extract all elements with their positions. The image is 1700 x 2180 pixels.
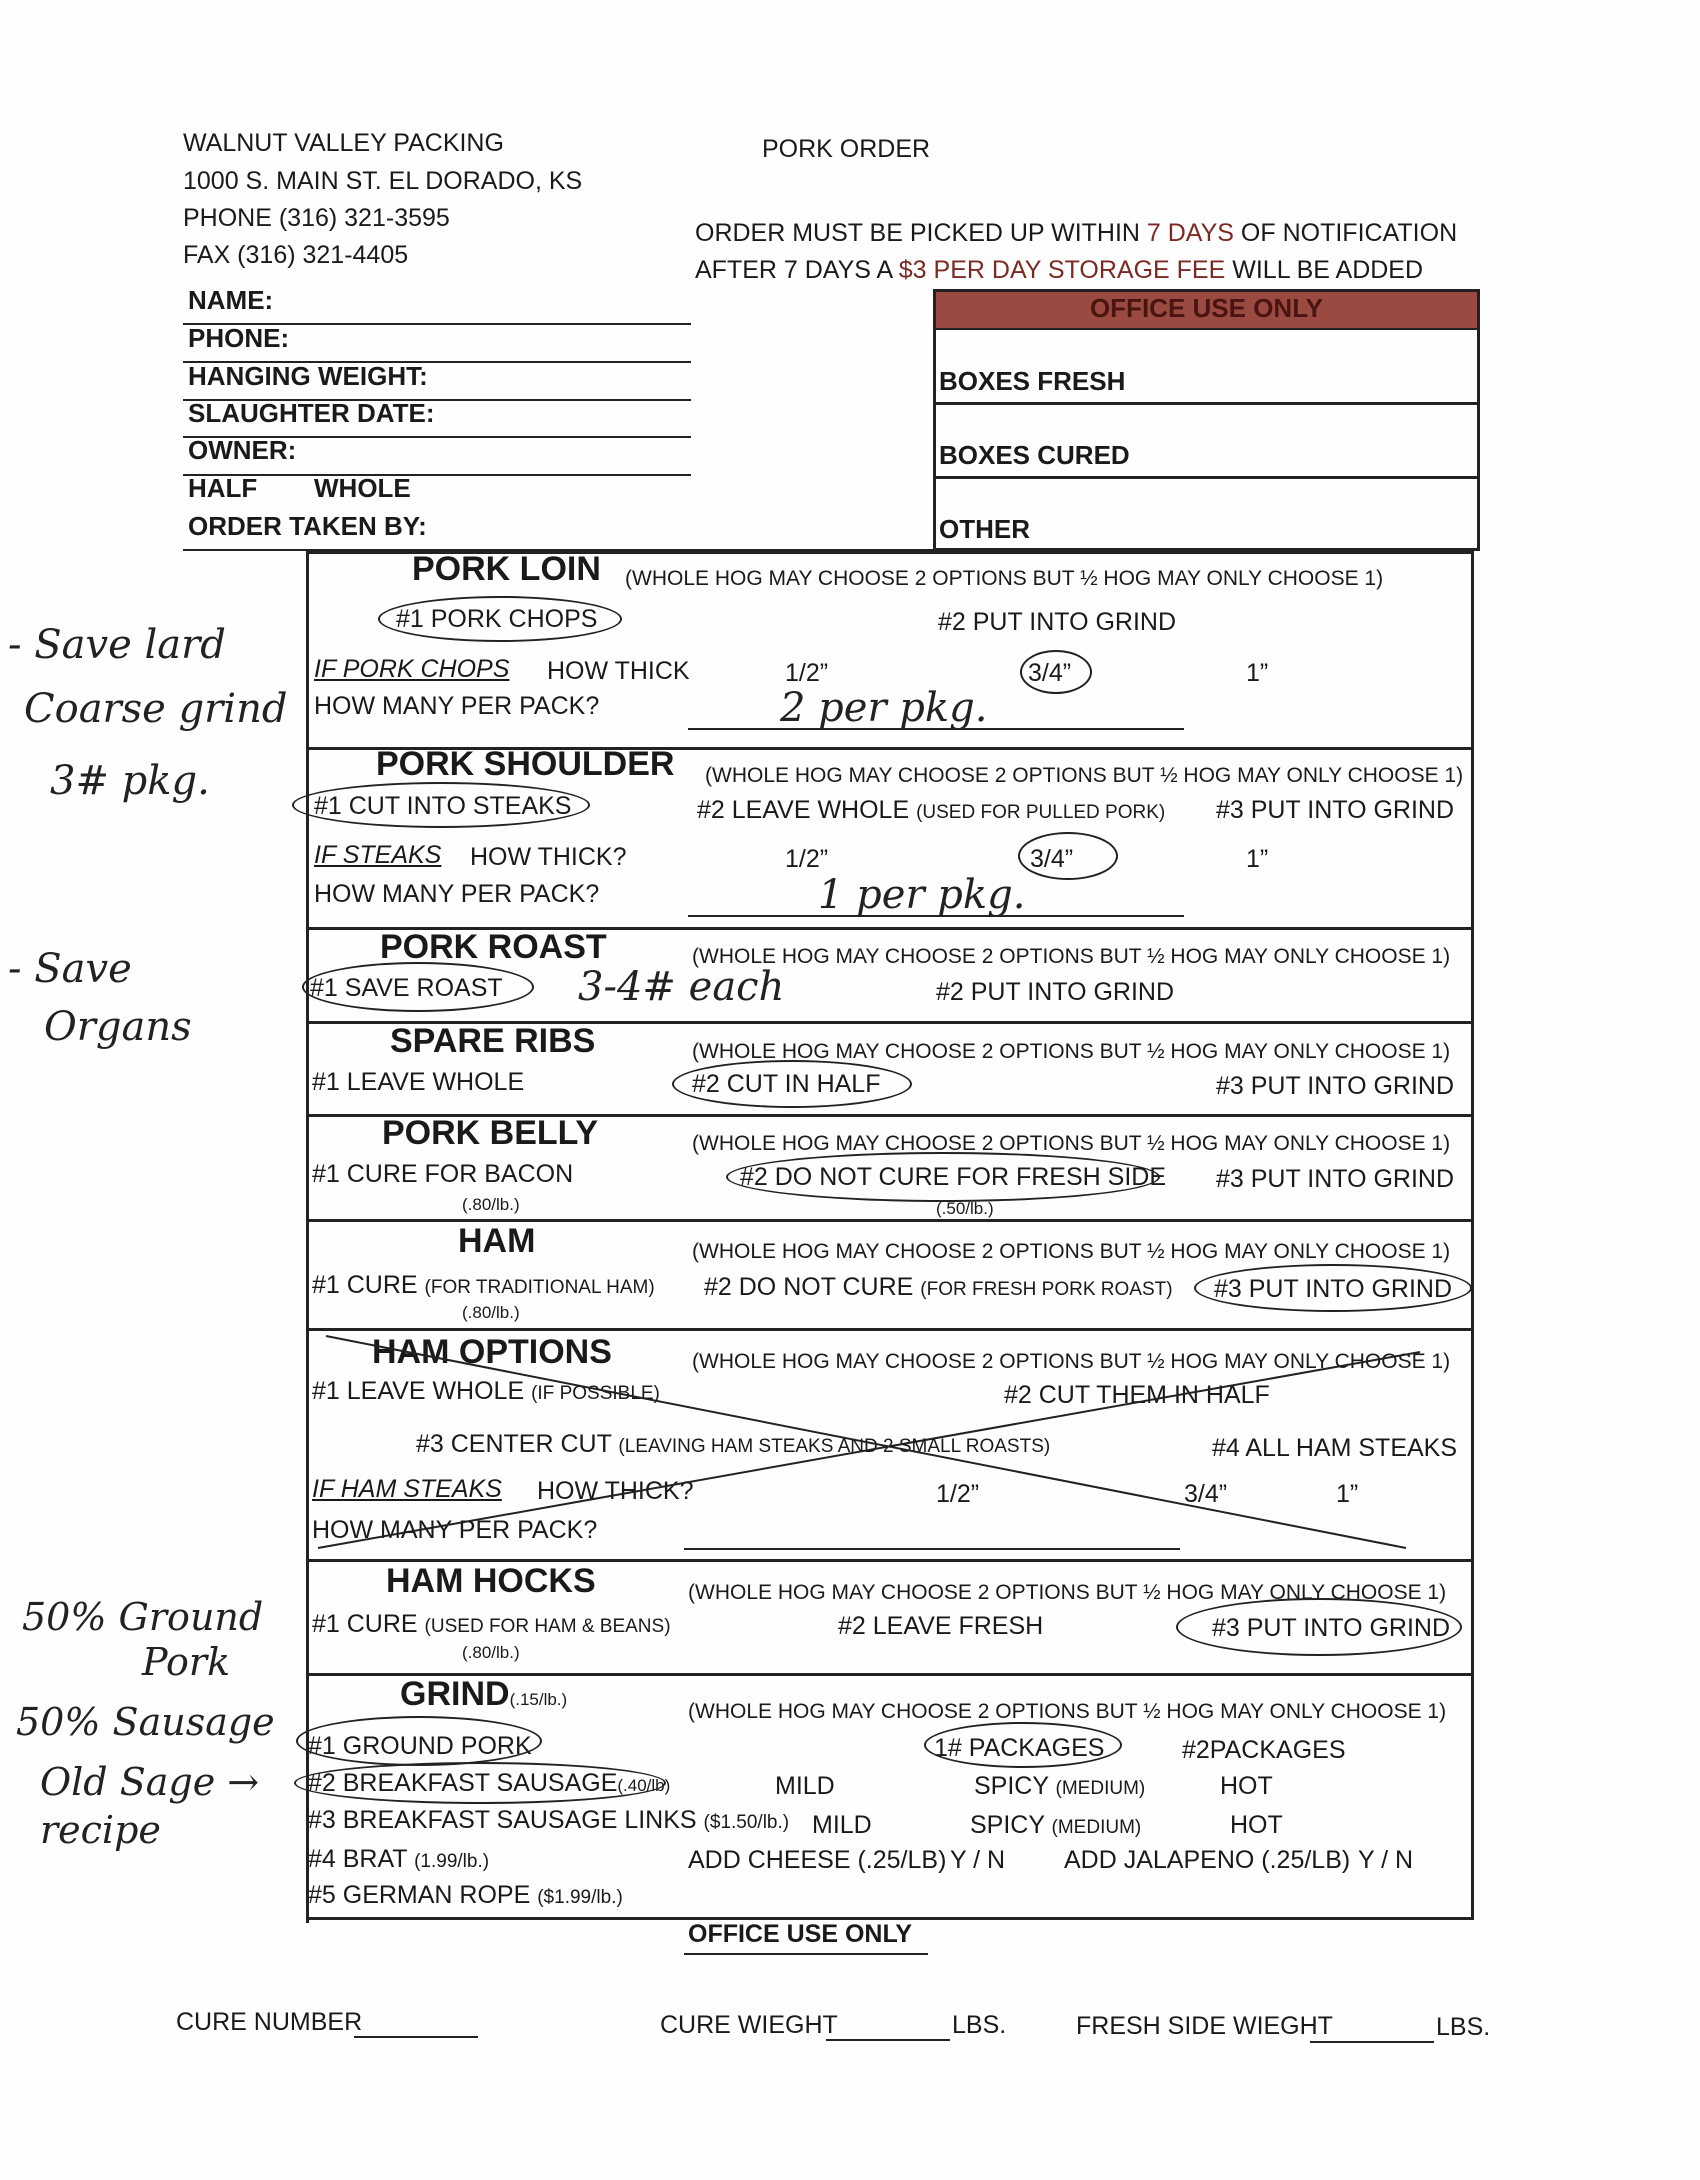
- handwritten-margin-note: Old Sage →: [40, 1760, 260, 1804]
- pork-shoulder-thick-3-4[interactable]: 3/4”: [1030, 845, 1074, 873]
- pork-shoulder-note: (WHOLE HOG MAY CHOOSE 2 OPTIONS BUT ½ HOG MAY ONLY CHOOSE 1): [705, 764, 1464, 787]
- pork-belly-title: PORK BELLY: [382, 1114, 599, 1152]
- grind-opt3-spicy[interactable]: [970, 1811, 1141, 1840]
- pork-belly-opt1-price: (.80/lb.): [462, 1195, 520, 1214]
- cure-weight-label: CURE WIEGHT: [660, 2011, 838, 2039]
- grind-opt4[interactable]: [308, 1845, 489, 1874]
- boxes-fresh-label: BOXES FRESH: [939, 366, 1126, 396]
- grind-opt2-spicy-note: (MEDIUM): [1055, 1778, 1146, 1799]
- ham-hocks-opt1-price: (.80/lb.): [462, 1643, 520, 1662]
- grind-title: [400, 1675, 567, 1714]
- pickup-notice-1a: ORDER MUST BE PICKED UP WITHIN: [695, 219, 1147, 247]
- pork-loin-thick-half[interactable]: 1/2”: [785, 659, 829, 687]
- ham-options-if-label: IF HAM STEAKS: [312, 1475, 502, 1503]
- grind-opt3[interactable]: [308, 1806, 789, 1835]
- owner-label: OWNER:: [188, 435, 297, 465]
- pork-shoulder-opt1[interactable]: #1 CUT INTO STEAKS: [314, 792, 572, 820]
- grind-pkg2[interactable]: #2PACKAGES: [1182, 1736, 1346, 1764]
- fresh-side-weight-field[interactable]: [1310, 2041, 1434, 2043]
- handwritten-roast-weight: 3-4# each: [578, 964, 785, 1010]
- ham-options-title: HAM OPTIONS: [372, 1333, 612, 1371]
- ham-hocks-note: (WHOLE HOG MAY CHOOSE 2 OPTIONS BUT ½ HOG MAY ONLY CHOOSE 1): [688, 1581, 1447, 1604]
- pork-roast-opt2[interactable]: #2 PUT INTO GRIND: [936, 978, 1175, 1006]
- ham-options-how-thick: HOW THICK?: [537, 1477, 694, 1505]
- handwritten-margin-note: Pork: [142, 1640, 231, 1684]
- pork-belly-opt3[interactable]: #3 PUT INTO GRIND: [1216, 1165, 1455, 1193]
- grind-opt5-price: ($1.99/lb.): [537, 1887, 623, 1908]
- pork-shoulder-thick-1[interactable]: 1”: [1246, 845, 1269, 873]
- pork-shoulder-thick-half[interactable]: 1/2”: [785, 845, 829, 873]
- ham-hocks-opt1-note: (USED FOR HAM & BEANS): [424, 1616, 671, 1637]
- pork-belly-note: (WHOLE HOG MAY CHOOSE 2 OPTIONS BUT ½ HOG MAY ONLY CHOOSE 1): [692, 1132, 1451, 1155]
- grind-opt3-hot[interactable]: HOT: [1230, 1811, 1283, 1839]
- ham-opt3[interactable]: #3 PUT INTO GRIND: [1214, 1275, 1453, 1303]
- ham-hocks-opt2[interactable]: #2 LEAVE FRESH: [838, 1612, 1044, 1640]
- pork-shoulder-opt2-label: #2 LEAVE WHOLE: [697, 796, 910, 824]
- company-name: WALNUT VALLEY PACKING: [183, 129, 504, 157]
- pork-loin-opt2[interactable]: #2 PUT INTO GRIND: [938, 608, 1177, 636]
- office-use-only-bottom: OFFICE USE ONLY: [688, 1920, 913, 1948]
- fresh-side-weight-label: FRESH SIDE WIEGHT: [1076, 2012, 1333, 2040]
- pork-roast-note: (WHOLE HOG MAY CHOOSE 2 OPTIONS BUT ½ HOG MAY ONLY CHOOSE 1): [692, 945, 1451, 968]
- company-phone: PHONE (316) 321-3595: [183, 204, 450, 232]
- pickup-notice-2a: AFTER 7 DAYS A: [695, 256, 899, 284]
- grind-opt3-label: #3 BREAKFAST SAUSAGE LINKS: [308, 1806, 697, 1834]
- pickup-notice-2b: $3 PER DAY STORAGE FEE: [898, 256, 1226, 284]
- handwritten-margin-note: Organs: [44, 1004, 192, 1050]
- grind-opt3-spicy-note: (MEDIUM): [1051, 1817, 1142, 1838]
- whole-option[interactable]: WHOLE: [314, 473, 411, 503]
- selection-circle: [294, 1762, 666, 1804]
- name-label: NAME:: [188, 285, 274, 315]
- ham-hocks-title: HAM HOCKS: [386, 1562, 596, 1600]
- selection-circle: [1176, 1598, 1462, 1656]
- grind-opt4-price: (1.99/lb.): [414, 1851, 490, 1872]
- other-label: OTHER: [939, 514, 1030, 544]
- fresh-side-weight-lbs: LBS.: [1436, 2013, 1491, 2041]
- grind-pkg1[interactable]: 1# PACKAGES: [934, 1734, 1105, 1762]
- grind-title-label: GRIND: [400, 1675, 510, 1713]
- pickup-notice-1c: OF NOTIFICATION: [1233, 219, 1458, 247]
- pickup-notice-1b: 7 DAYS: [1146, 219, 1234, 247]
- grind-add-cheese: ADD CHEESE (.25/LB): [688, 1846, 947, 1874]
- grind-opt2-label: #2 BREAKFAST SAUSAGE: [308, 1769, 618, 1797]
- handwritten-margin-note: 50% Ground: [22, 1595, 264, 1639]
- cure-weight-lbs: LBS.: [952, 2011, 1007, 2039]
- ham-options-opt1-label: #1 LEAVE WHOLE: [312, 1377, 525, 1405]
- office-use-header: OFFICE USE ONLY: [1089, 293, 1324, 323]
- selection-circle: [296, 1716, 542, 1766]
- ham-opt1-price: (.80/lb.): [462, 1303, 520, 1322]
- handwritten-margin-note: - Save: [8, 946, 132, 992]
- ham-note: (WHOLE HOG MAY CHOOSE 2 OPTIONS BUT ½ HOG MAY ONLY CHOOSE 1): [692, 1240, 1451, 1263]
- page-title: PORK ORDER: [762, 135, 931, 163]
- ham-options-thick-3-4[interactable]: 3/4”: [1184, 1480, 1228, 1508]
- company-fax: FAX (316) 321-4405: [183, 241, 409, 269]
- cure-number-field[interactable]: [354, 2036, 478, 2038]
- pork-shoulder-opt3[interactable]: #3 PUT INTO GRIND: [1216, 796, 1455, 824]
- pork-roast-title: PORK ROAST: [380, 928, 607, 966]
- half-option[interactable]: HALF: [188, 473, 258, 503]
- ham-hocks-opt1-label: #1 CURE: [312, 1610, 418, 1638]
- grind-opt4-label: #4 BRAT: [308, 1845, 408, 1873]
- ham-opt2-label: #2 DO NOT CURE: [704, 1273, 914, 1301]
- ham-options-note: (WHOLE HOG MAY CHOOSE 2 OPTIONS BUT ½ HOG MAY ONLY CHOOSE 1): [692, 1350, 1451, 1373]
- grind-add-cheese-yn[interactable]: Y / N: [950, 1846, 1006, 1874]
- pork-shoulder-title: PORK SHOULDER: [376, 745, 675, 783]
- pork-belly-opt2[interactable]: #2 DO NOT CURE FOR FRESH SIDE: [740, 1163, 1166, 1191]
- pork-loin-how-thick: HOW THICK: [547, 657, 690, 685]
- grind-add-jalapeno-yn[interactable]: Y / N: [1358, 1846, 1414, 1874]
- grind-title-price: (.15/lb.): [509, 1690, 568, 1709]
- grind-opt3-spicy-label: SPICY: [970, 1811, 1045, 1839]
- ham-hocks-opt1[interactable]: [312, 1610, 671, 1639]
- company-address: 1000 S. MAIN ST. EL DORADO, KS: [183, 167, 583, 195]
- cure-weight-field[interactable]: [826, 2039, 950, 2041]
- slaughter-date-label: SLAUGHTER DATE:: [188, 398, 435, 428]
- hanging-weight-label: HANGING WEIGHT:: [188, 361, 428, 391]
- ham-opt1-note: (FOR TRADITIONAL HAM): [424, 1277, 655, 1298]
- pork-belly-opt2-price: (.50/lb.): [936, 1199, 994, 1218]
- handwritten-margin-note: recipe: [40, 1808, 161, 1852]
- grind-opt5[interactable]: [308, 1881, 623, 1910]
- order-taken-by-label: ORDER TAKEN BY:: [188, 511, 427, 541]
- ham-options-opt1-note: (IF POSSIBLE): [531, 1383, 660, 1404]
- grind-opt2-hot[interactable]: HOT: [1220, 1772, 1273, 1800]
- selection-circle: [924, 1722, 1122, 1768]
- pork-loin-note: (WHOLE HOG MAY CHOOSE 2 OPTIONS BUT ½ HOG MAY ONLY CHOOSE 1): [625, 567, 1384, 590]
- spare-ribs-note: (WHOLE HOG MAY CHOOSE 2 OPTIONS BUT ½ HOG MAY ONLY CHOOSE 1): [692, 1040, 1451, 1063]
- handwritten-margin-note: Coarse grind: [24, 686, 288, 732]
- grind-note: (WHOLE HOG MAY CHOOSE 2 OPTIONS BUT ½ HOG MAY ONLY CHOOSE 1): [688, 1700, 1447, 1723]
- grind-opt2-spicy[interactable]: [974, 1772, 1145, 1801]
- handwritten-margin-note: 50% Sausage: [16, 1700, 275, 1744]
- grind-opt2-mild[interactable]: MILD: [775, 1772, 835, 1800]
- pork-belly-opt1[interactable]: #1 CURE FOR BACON: [312, 1160, 574, 1188]
- pork-shoulder-opt2-note: (USED FOR PULLED PORK): [916, 802, 1166, 823]
- pork-loin-thick-1[interactable]: 1”: [1246, 659, 1269, 687]
- grind-opt2-spicy-label: SPICY: [974, 1772, 1049, 1800]
- cross-out-stroke: [326, 1336, 1406, 1548]
- pork-roast-opt1[interactable]: #1 SAVE ROAST: [310, 974, 503, 1002]
- pork-loin-thick-3-4[interactable]: 3/4”: [1028, 659, 1072, 687]
- pork-loin-title: PORK LOIN: [412, 550, 601, 588]
- boxes-cured-label: BOXES CURED: [939, 440, 1130, 470]
- office-use-only-underline: [684, 1953, 928, 1955]
- ham-hocks-opt3[interactable]: #3 PUT INTO GRIND: [1212, 1614, 1451, 1642]
- handwritten-margin-note: 3# pkg.: [50, 758, 210, 804]
- ham-title: HAM: [458, 1222, 536, 1260]
- spare-ribs-opt1[interactable]: #1 LEAVE WHOLE: [312, 1068, 525, 1096]
- grind-opt3-price: ($1.50/lb.): [703, 1812, 790, 1833]
- grind-opt3-mild[interactable]: MILD: [812, 1811, 872, 1839]
- pork-loin-if-label: IF PORK CHOPS: [314, 655, 510, 683]
- handwritten-loin-per-pack: 2 per pkg.: [780, 685, 988, 731]
- pork-loin-how-many: HOW MANY PER PACK?: [314, 692, 600, 720]
- pickup-notice-2c: WILL BE ADDED: [1225, 256, 1424, 284]
- ham-opt1-label: #1 CURE: [312, 1271, 418, 1299]
- pork-shoulder-how-thick: HOW THICK?: [470, 843, 627, 871]
- grind-opt5-label: #5 GERMAN ROPE: [308, 1881, 531, 1909]
- pork-shoulder-if-label: IF STEAKS: [314, 841, 442, 869]
- ham-options-opt4[interactable]: #4 ALL HAM STEAKS: [1212, 1434, 1458, 1462]
- ham-options-thick-1[interactable]: 1”: [1336, 1480, 1359, 1508]
- phone-label: PHONE:: [188, 323, 290, 353]
- spare-ribs-opt3[interactable]: #3 PUT INTO GRIND: [1216, 1072, 1455, 1100]
- handwritten-shoulder-per-pack: 1 per pkg.: [818, 872, 1026, 918]
- grind-add-jalapeno: ADD JALAPENO (.25/LB): [1064, 1846, 1351, 1874]
- spare-ribs-title: SPARE RIBS: [390, 1022, 596, 1060]
- ham-opt2-note: (FOR FRESH PORK ROAST): [920, 1279, 1173, 1300]
- ham-options-opt3-label: #3 CENTER CUT: [416, 1430, 612, 1458]
- grind-opt2-price: (.40/lb): [617, 1776, 671, 1795]
- pork-loin-opt1[interactable]: #1 PORK CHOPS: [396, 605, 598, 633]
- ham-options-thick-half[interactable]: 1/2”: [936, 1480, 980, 1508]
- spare-ribs-opt2[interactable]: #2 CUT IN HALF: [692, 1070, 881, 1098]
- pork-shoulder-how-many: HOW MANY PER PACK?: [314, 880, 600, 908]
- grind-opt1[interactable]: #1 GROUND PORK: [308, 1732, 532, 1760]
- ham-options-opt3-note: (LEAVING HAM STEAKS AND 2 SMALL ROASTS): [618, 1436, 1051, 1457]
- cure-number-label: CURE NUMBER: [176, 2008, 363, 2036]
- handwritten-margin-note: - Save lard: [8, 622, 226, 668]
- ham-options-opt2[interactable]: #2 CUT THEM IN HALF: [1004, 1381, 1270, 1409]
- ham-options-how-many: HOW MANY PER PACK?: [312, 1516, 598, 1544]
